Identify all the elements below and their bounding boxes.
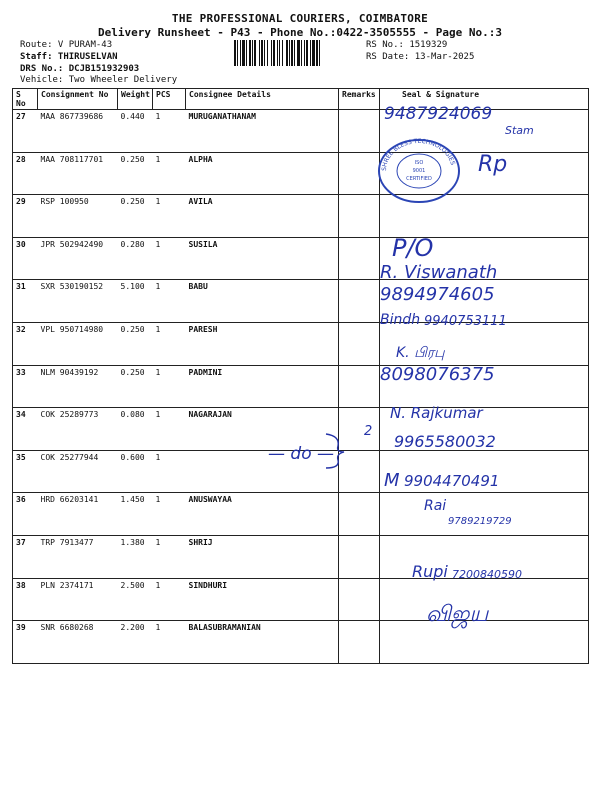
cell-sno: 39 <box>13 621 38 664</box>
svg-text:SHREE BLESS TECHNOLOGIES: SHREE BLESS TECHNOLOGIES <box>380 138 457 172</box>
barcode-bar <box>310 40 311 66</box>
cell-consignee: ANUSWAYAA <box>186 493 339 536</box>
cell-sno: 34 <box>13 408 38 451</box>
handwritten-name: R. Viswanath <box>380 262 498 283</box>
handwritten-phone: 9487924069 <box>384 104 493 124</box>
rs-date: RS Date: 13-Mar-2025 <box>366 52 475 62</box>
cell-pcs: 1 <box>153 280 186 323</box>
cell-pcs: 1 <box>153 322 186 365</box>
barcode-bar <box>279 40 280 66</box>
cell-weight: 0.280 <box>118 237 153 280</box>
cell-consignment: TRP 7913477 <box>38 535 118 578</box>
cell-consignment: SNR 6680268 <box>38 621 118 664</box>
cell-consignee: SUSILA <box>186 237 339 280</box>
handwritten-signature: விஜய <box>426 602 489 627</box>
barcode-bar <box>282 40 283 66</box>
cell-weight: 0.250 <box>118 195 153 238</box>
barcode-bar <box>234 40 236 66</box>
cell-pcs: 1 <box>153 578 186 621</box>
barcode-bar <box>240 40 241 66</box>
cell-sno: 28 <box>13 152 38 195</box>
handwritten-signature: Stam <box>505 124 534 137</box>
cell-weight: 0.600 <box>118 450 153 493</box>
cell-remarks <box>339 152 380 195</box>
cell-remarks <box>339 535 380 578</box>
handwritten-phone: 9789219729 <box>448 516 512 527</box>
table-row <box>13 195 589 238</box>
barcode-bar <box>277 40 278 66</box>
route-label: Route: V PURAM-43 <box>20 40 113 50</box>
col-header-remarks: Remarks <box>339 89 380 110</box>
barcode-bar <box>319 40 320 66</box>
barcode-bar <box>286 40 288 66</box>
cell-consignee: SINDHURI <box>186 578 339 621</box>
company-title: THE PROFESSIONAL COURIERS, COIMBATORE <box>171 12 429 25</box>
rs-number: RS No.: 1519329 <box>366 40 448 50</box>
handwritten-note: P/O <box>392 234 434 262</box>
table-row <box>13 621 589 664</box>
cell-consignment: MAA 708117701 <box>38 152 118 195</box>
cell-signature <box>380 493 589 536</box>
barcode-bar <box>252 40 253 66</box>
cell-remarks <box>339 280 380 323</box>
handwritten-signature: M <box>384 470 400 491</box>
handwritten-phone: 8098076375 <box>380 364 495 385</box>
barcode-bar <box>312 40 315 66</box>
col-header-consignment: Consignment No <box>38 89 118 110</box>
handwritten-bracket <box>240 430 360 470</box>
cell-sno: 35 <box>13 450 38 493</box>
col-header-consignee: Consignee Details <box>186 89 339 110</box>
cell-sno: 37 <box>13 535 38 578</box>
cell-pcs: 1 <box>153 621 186 664</box>
cell-pcs: 1 <box>153 408 186 451</box>
barcode-bar <box>242 40 245 66</box>
company-seal-stamp <box>376 138 462 204</box>
cell-consignee: PARESH <box>186 322 339 365</box>
cell-consignment: RSP 100950 <box>38 195 118 238</box>
barcode-bar <box>289 40 290 66</box>
col-header-signature: Seal & Signature <box>380 89 589 110</box>
cell-consignee: AVILA <box>186 195 339 238</box>
cell-consignment: COK 25277944 <box>38 450 118 493</box>
cell-sno: 33 <box>13 365 38 408</box>
runsheet-subtitle: Delivery Runsheet - P43 - Phone No.:0422-3505555 - Page No.:3 <box>98 26 502 39</box>
barcode-bar <box>259 40 260 66</box>
handwritten-phone: 7200840590 <box>452 568 522 581</box>
cell-sno: 29 <box>13 195 38 238</box>
staff-label: Staff: THIRUSELVAN <box>20 52 118 62</box>
cell-consignee: BALASUBRAMANIAN <box>186 621 339 664</box>
barcode-bar <box>294 40 295 66</box>
cell-consignee: BABU <box>186 280 339 323</box>
barcode-bar <box>261 40 263 66</box>
barcode-bar <box>306 40 308 66</box>
cell-consignment: PLN 2374171 <box>38 578 118 621</box>
handwritten-signature: Rai <box>424 498 447 514</box>
barcode-bar <box>271 40 272 66</box>
svg-text:CERTIFIED: CERTIFIED <box>406 176 432 182</box>
handwritten-signature: Bindh <box>380 312 421 328</box>
cell-consignment: NLM 90439192 <box>38 365 118 408</box>
barcode-bar <box>254 40 256 66</box>
table-row <box>13 578 589 621</box>
cell-sno: 36 <box>13 493 38 536</box>
barcode-bar <box>264 40 265 66</box>
barcode-bar <box>316 40 318 66</box>
handwritten-phone: 9904470491 <box>404 472 500 490</box>
cell-weight: 2.200 <box>118 621 153 664</box>
table-header-row <box>13 89 589 110</box>
cell-pcs: 1 <box>153 237 186 280</box>
table-row <box>13 237 589 280</box>
col-header-pcs: PCS <box>153 89 186 110</box>
cell-remarks <box>339 195 380 238</box>
cell-pcs: 1 <box>153 535 186 578</box>
cell-remarks <box>339 110 380 153</box>
handwritten-phone: 9940753111 <box>424 314 507 329</box>
cell-pcs: 1 <box>153 195 186 238</box>
handwritten-ditto: — do — <box>268 444 334 464</box>
cell-consignee: PADMINI <box>186 365 339 408</box>
cell-consignment: JPR 502942490 <box>38 237 118 280</box>
handwritten-name: K. பிரபு <box>396 345 445 361</box>
cell-weight: 0.250 <box>118 365 153 408</box>
barcode-bar <box>237 40 238 66</box>
handwritten-circled-number: 2 <box>364 424 373 439</box>
cell-pcs: 1 <box>153 365 186 408</box>
barcode-graphic <box>234 40 356 66</box>
cell-remarks <box>339 322 380 365</box>
cell-consignment: COK 25289773 <box>38 408 118 451</box>
barcode-bar <box>297 40 300 66</box>
cell-consignee: NAGARAJAN <box>186 408 339 451</box>
handwritten-signature: Rp <box>478 152 508 177</box>
cell-sno: 27 <box>13 110 38 153</box>
cell-remarks <box>339 621 380 664</box>
cell-weight: 0.250 <box>118 152 153 195</box>
barcode-bar <box>291 40 293 66</box>
cell-weight: 1.380 <box>118 535 153 578</box>
col-header-sno: S No <box>13 89 38 110</box>
cell-sno: 32 <box>13 322 38 365</box>
drs-label: DRS No.: DCJB151932903 <box>20 64 140 74</box>
table-row <box>13 365 589 408</box>
barcode-bar <box>249 40 251 66</box>
col-header-weight: Weight <box>118 89 153 110</box>
cell-weight: 0.440 <box>118 110 153 153</box>
barcode-bar <box>273 40 275 66</box>
cell-sno: 31 <box>13 280 38 323</box>
cell-remarks <box>339 578 380 621</box>
barcode-bar <box>301 40 302 66</box>
svg-text:ISO: ISO <box>414 160 424 166</box>
cell-consignment: SXR 530190152 <box>38 280 118 323</box>
cell-pcs: 1 <box>153 152 186 195</box>
cell-weight: 2.500 <box>118 578 153 621</box>
cell-consignment: HRD 66203141 <box>38 493 118 536</box>
handwritten-name: N. Rajkumar <box>390 404 483 422</box>
cell-pcs: 1 <box>153 493 186 536</box>
svg-text:9001: 9001 <box>412 168 426 174</box>
cell-consignee: SHRIJ <box>186 535 339 578</box>
cell-weight: 5.100 <box>118 280 153 323</box>
cell-pcs: 1 <box>153 450 186 493</box>
cell-sno: 30 <box>13 237 38 280</box>
cell-remarks <box>339 493 380 536</box>
barcode-bar <box>304 40 305 66</box>
table-row <box>13 110 589 153</box>
handwritten-phone: 9894974605 <box>380 284 495 305</box>
cell-consignment: VPL 950714980 <box>38 322 118 365</box>
cell-remarks <box>339 237 380 280</box>
cell-remarks <box>339 365 380 408</box>
cell-weight: 0.250 <box>118 322 153 365</box>
cell-weight: 0.080 <box>118 408 153 451</box>
barcode-bar <box>267 40 268 66</box>
cell-weight: 1.450 <box>118 493 153 536</box>
cell-sno: 38 <box>13 578 38 621</box>
vehicle-label: Vehicle: Two Wheeler Delivery <box>20 75 178 85</box>
cell-consignee: MURUGANATHANAM <box>186 110 339 153</box>
cell-consignee: ALPHA <box>186 152 339 195</box>
cell-consignment: MAA 867739686 <box>38 110 118 153</box>
handwritten-signature: Rupi <box>412 562 448 581</box>
cell-pcs: 1 <box>153 110 186 153</box>
handwritten-phone: 9965580032 <box>394 432 496 451</box>
table-row <box>13 493 589 536</box>
barcode-bar <box>246 40 247 66</box>
